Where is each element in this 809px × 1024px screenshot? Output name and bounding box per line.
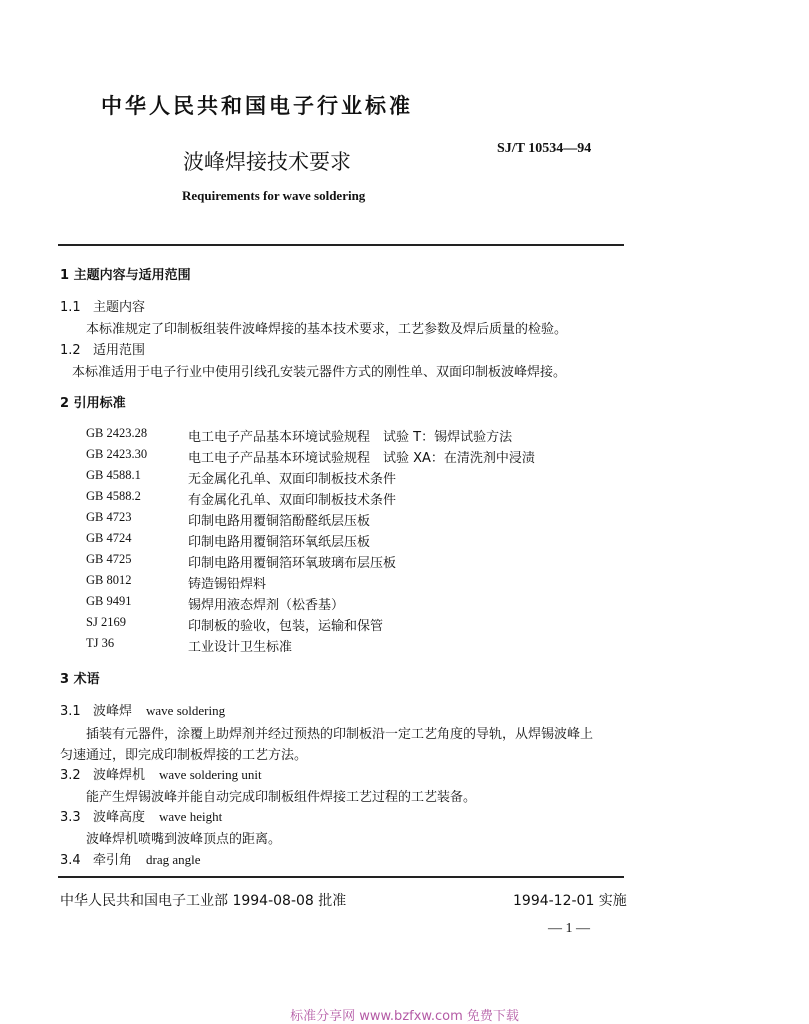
organization-header: 中华人民共和国电子行业标准 [101,94,413,118]
section-3-2-heading [60,764,262,783]
reference-code: SJ 2169 [86,615,126,629]
section-1-1-text: 本标准规定了印制板组装件波峰焊接的基本技术要求，工艺参数及焊后质量的检验。 [86,322,568,337]
reference-title: 电工电子产品基本环境试验规程 试验 XA：在清洗剂中浸渍 [188,451,535,466]
english-title: Requirements for wave soldering [182,188,366,203]
term-en: wave height [159,809,223,824]
term-en: drag angle [146,852,201,867]
reference-code: GB 4725 [86,552,132,566]
term-cn: 波峰焊机 [93,768,146,783]
section-3-3-heading [60,806,222,825]
reference-title: 印制电路用覆铜箔环氧玻璃布层压板 [188,556,397,571]
header-rule [58,244,624,246]
approval-note: 中华人民共和国电子工业部 1994-08-08 批准 [60,893,347,909]
section-2-heading: 2 引用标准 [60,396,126,411]
reference-title: 锡焊用液态焊剂（松香基） [188,598,345,613]
section-3-1-text-line1: 插装有元器件，涂覆上助焊剂并经过预热的印制板沿一定工艺角度的导轨，从焊锡波峰上 [86,727,594,742]
section-3-3-text: 波峰焊机喷嘴到波峰顶点的距离。 [86,832,282,847]
watermark-text: 标准分享网 www.bzfxw.com 免费下载 [290,1009,519,1024]
reference-title: 电工电子产品基本环境试验规程 试验 T：锡焊试验方法 [188,430,513,445]
section-3-heading: 3 术语 [60,672,100,687]
reference-code: GB 2423.28 [86,426,148,440]
reference-code: GB 4588.2 [86,489,141,503]
section-1-heading: 1 主题内容与适用范围 [60,268,191,283]
section-number: 3.1 [60,704,81,719]
section-3-1-heading [60,700,225,719]
reference-title: 印制电路用覆铜箔酚醛纸层压板 [188,514,371,529]
section-3-2-text: 能产生焊锡波峰并能自动完成印制板组件焊接工艺过程的工艺装备。 [86,790,477,805]
footer-rule [58,876,624,878]
document-title: 波峰焊接技术要求 [183,150,351,174]
section-number: 3.2 [60,768,81,783]
section-1-2-text: 本标准适用于电子行业中使用引线孔安装元器件方式的刚性单、双面印制板波峰焊接。 [72,365,567,380]
reference-code: TJ 36 [86,636,115,650]
reference-title: 印制电路用覆铜箔环氧纸层压板 [188,535,371,550]
term-cn: 牵引角 [93,853,133,868]
reference-code: GB 4723 [86,510,132,524]
section-1-2-heading [60,339,145,358]
reference-title: 印制板的验收，包装，运输和保管 [188,619,384,634]
section-3-4-heading [60,849,201,868]
reference-title: 铸造锡铅焊料 [188,577,267,592]
reference-code: GB 9491 [86,594,132,608]
effective-date: 1994-12-01 实施 [513,893,627,909]
section-3-1-text-line2: 匀速通过，即完成印制板焊接的工艺方法。 [60,748,308,763]
reference-code: GB 4724 [86,531,132,545]
section-title: 主题内容 [93,300,146,315]
reference-code: GB 4588.1 [86,468,141,482]
term-en: wave soldering [146,703,226,718]
reference-title: 有金属化孔单、双面印制板技术条件 [188,493,397,508]
page-number: — 1 — [548,921,590,936]
section-number: 3.4 [60,853,81,868]
term-cn: 波峰高度 [93,810,146,825]
term-cn: 波峰焊 [93,704,133,719]
reference-code: GB 8012 [86,573,132,587]
reference-code: GB 2423.30 [86,447,148,461]
standard-code: SJ/T 10534—94 [497,141,592,156]
section-number: 3.3 [60,810,81,825]
section-title: 适用范围 [93,343,146,358]
section-number: 1.2 [60,343,81,358]
reference-title: 无金属化孔单、双面印制板技术条件 [188,472,397,487]
reference-title: 工业设计卫生标准 [188,640,293,655]
term-en: wave soldering unit [159,767,262,782]
section-1-1-heading [60,296,145,315]
section-number: 1.1 [60,300,81,315]
